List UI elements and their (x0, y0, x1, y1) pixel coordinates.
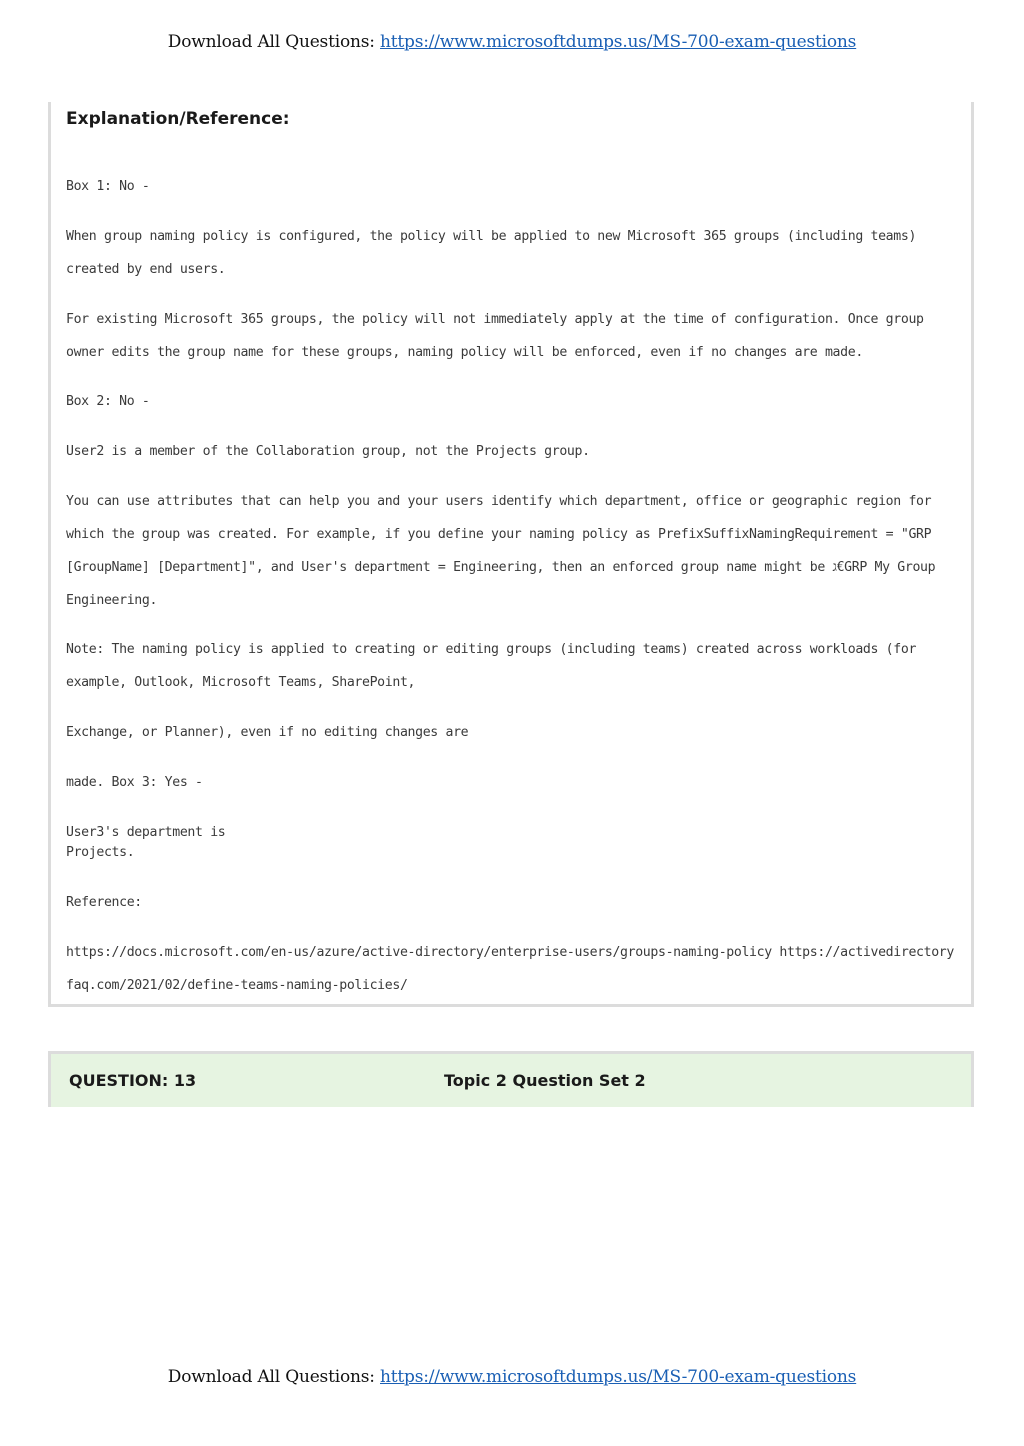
download-footer (0, 1367, 1024, 1387)
reference-links: https://docs.microsoft.com/en-us/azure/active-directory/enterprise-users/groups-naming-policy https://activedirectoryfaq.com/2021/02/define-teams-naming-policies/ (66, 945, 954, 993)
download-link[interactable]: https://www.microsoftdumps.us/MS-700-exam-questions (380, 1367, 857, 1387)
explanation-paragraph: For existing Microsoft 365 groups, the policy will not immediately apply at the time of configuration. Once group owner edits the group name for these groups, naming policy will be enforced, even if no changes are made. (66, 312, 932, 360)
explanation-paragraph: made. Box 3: Yes - (66, 775, 203, 790)
explanation-paragraph: Box 2: No - (66, 394, 150, 409)
question-number: QUESTION: 13 (69, 1071, 197, 1090)
explanation-panel (48, 102, 974, 1007)
download-prefix: Download All Questions: (167, 1367, 380, 1387)
question-topic: Topic 2 Question Set 2 (444, 1071, 646, 1090)
explanation-paragraph: Exchange, or Planner), even if no editing changes are (66, 725, 469, 740)
explanation-paragraph: Note: The naming policy is applied to creating or editing groups (including teams) created across workloads (for example, Outlook, Microsoft Teams, SharePoint, (66, 642, 924, 690)
explanation-title: Explanation/Reference: (66, 109, 290, 129)
download-header (0, 32, 1024, 52)
question-header (48, 1051, 974, 1107)
explanation-paragraph: User3's department is Projects. (66, 825, 226, 860)
explanation-paragraph: You can use attributes that can help you and your users identify which department, office or geographic region for which the group was created. For example, if you define your naming policy as PrefixSuffixNamingRequirement = "GRP [GroupName] [Department]", and User's department = Engineering, then an enforced group name might be ג€GRP My Group Engineering. (66, 494, 943, 608)
explanation-paragraph: User2 is a member of the Collaboration group, not the Projects group. (66, 444, 590, 459)
download-prefix: Download All Questions: (167, 32, 380, 52)
download-link[interactable]: https://www.microsoftdumps.us/MS-700-exam-questions (380, 32, 857, 52)
explanation-paragraph: Reference: (66, 895, 142, 910)
explanation-paragraph: When group naming policy is configured, the policy will be applied to new Microsoft 365 groups (including teams) created by end users. (66, 229, 924, 277)
explanation-paragraph: Box 1: No - (66, 179, 150, 194)
